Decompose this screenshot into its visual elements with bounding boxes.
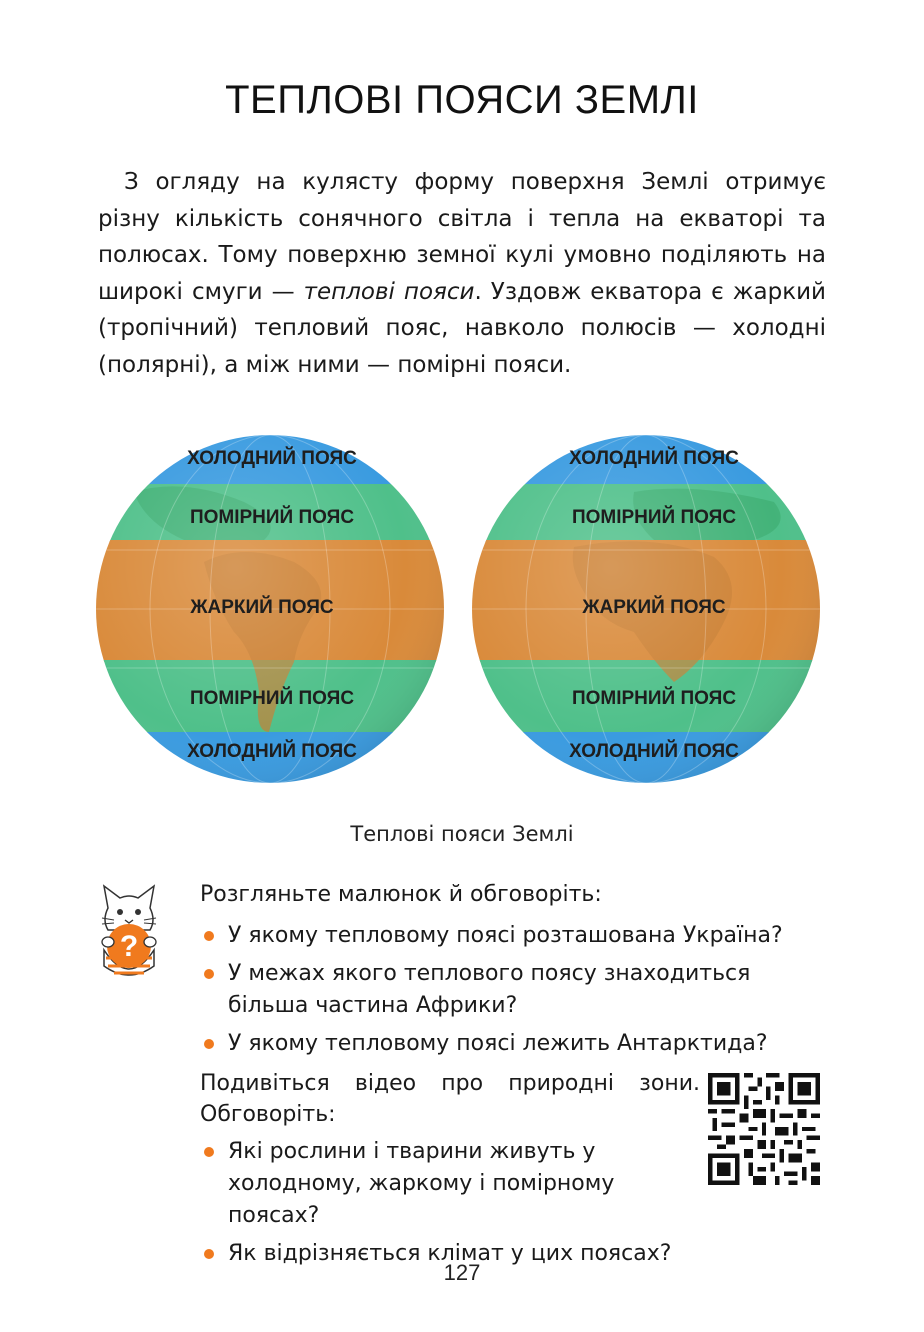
right-cold-bottom-label: ХОЛОДНИЙ ПОЯС [569,741,739,762]
right-cold-top-label: ХОЛОДНИЙ ПОЯС [569,448,739,469]
left-cold-bottom-label: ХОЛОДНИЙ ПОЯС [187,741,357,762]
list-item [200,1136,700,1232]
left-temperate-bottom-label: ПОМІРНИЙ ПОЯС [189,688,355,709]
cat-question-icon [94,880,164,980]
question-text: У якому тепловому поясі лежить Антарктида? [228,1031,768,1056]
intro-term: теплові пояси [303,278,475,305]
thermal-zones-figure [94,432,834,784]
video-question-text: Як відрізняється клімат у цих поясах? [228,1241,672,1266]
figure-caption: Теплові пояси Землі [350,822,574,846]
list-item [200,920,830,952]
bullet-icon [204,931,214,941]
bullet-icon [204,1039,214,1049]
discussion-questions [200,920,830,1066]
right-hot-label: ЖАРКИЙ ПОЯС [582,597,726,618]
bullet-icon [204,969,214,979]
video-intro: Подивіться відео про природні зони. Обговоріть: [200,1071,700,1127]
list-item [200,958,830,1022]
right-temperate-top-label: ПОМІРНИЙ ПОЯС [571,507,737,528]
video-questions [200,1136,700,1276]
page-number: 127 [443,1260,481,1285]
left-temperate-top-label: ПОМІРНИЙ ПОЯС [189,507,355,528]
list-item [200,1028,830,1060]
video-question-text: Які рослини і тварини живуть у холодному, жаркому і помірному поясах? [228,1139,615,1228]
question-text: У якому тепловому поясі розташована Україна? [228,923,783,948]
svg-text:?: ? [119,930,139,963]
page-title: ТЕПЛОВІ ПОЯСИ ЗЕМЛІ [225,78,699,122]
left-cold-top-label: ХОЛОДНИЙ ПОЯС [187,448,357,469]
intro-paragraph [98,164,826,383]
intro-text-1: З огляду на кулясту форму поверхня Землі отримує різну кількість сонячного світла і тепла на екваторі та полюсах. Тому поверхню земної кулі умовно поділяють на широкі смуги — [98,169,826,305]
right-temperate-bottom-label: ПОМІРНИЙ ПОЯС [571,688,737,709]
qr-code-icon[interactable] [708,1073,820,1185]
bullet-icon [204,1147,214,1157]
bullet-icon [204,1249,214,1259]
intro-text-2: . Уздовж екватора є жаркий (тропічний) тепловий пояс, навколо полюсів — холодні (полярні), а між ними — помірні пояси. [98,278,827,378]
question-text: У межах якого теплового поясу знаходиться більша частина Африки? [228,961,751,1018]
left-hot-label: ЖАРКИЙ ПОЯС [190,597,334,618]
discussion-intro: Розгляньте малюнок й обговоріть: [200,882,602,907]
